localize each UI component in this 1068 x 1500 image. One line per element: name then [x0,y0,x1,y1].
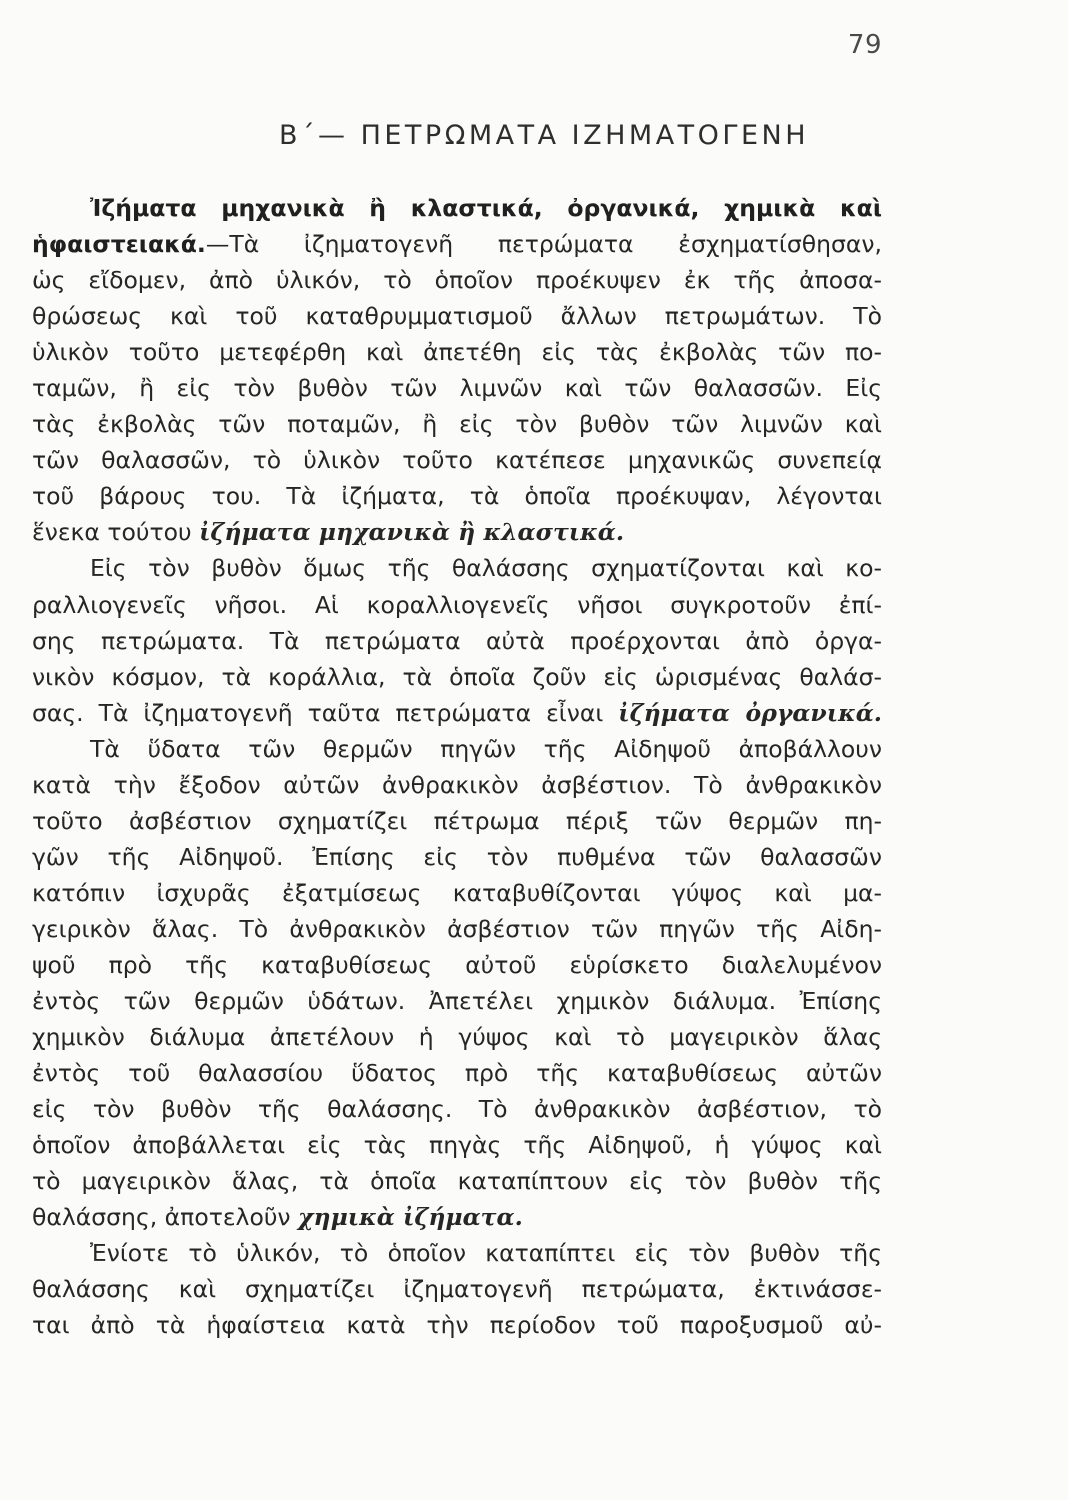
line-text: τοῦτο ἀσβέστιον σχηματίζει πέτρωμα πέριξ τῶν θερμῶν πη- [32,806,882,835]
line-text: θαλάσσης, ἀποτελοῦν [32,1203,299,1232]
line-text: χημικὸν διάλυμα ἀπετέλουν ἡ γύψος καὶ τὸ μαγειρικὸν ἅλας [32,1023,882,1052]
body-text [32,190,882,1344]
text-line [32,1019,882,1055]
text-line [32,875,882,911]
text-line [32,370,882,406]
line-text: τοῦ βάρους του. Τὰ ἰζήματα, τὰ ὁποῖα προέκυψαν, λέγονται [32,482,882,511]
text-line [32,1163,882,1199]
line-text: τὰς ἐκβολὰς τῶν ποταμῶν, ἢ εἰς τὸν βυθὸν τῶν λιμνῶν καὶ [32,410,882,439]
text-line [32,478,882,514]
text-line [32,767,882,803]
line-text: Εἰς τὸν βυθὸν ὅμως τῆς θαλάσσης σχηματίζονται καὶ κο- [90,554,882,583]
text-line [32,442,882,478]
text-line [32,1271,882,1307]
line-text: κατὰ τὴν ἔξοδον αὐτῶν ἀνθρακικὸν ἀσβέστιον. Τὸ ἀνθρακικὸν [32,770,882,799]
text-line [32,695,882,731]
text-line [32,514,882,550]
line-text: κατόπιν ἰσχυρᾶς ἐξατμίσεως καταβυθίζονται γύψος καὶ μα- [32,878,882,907]
text-line [32,803,882,839]
text-line [32,1091,882,1127]
line-text: τῶν θαλασσῶν, τὸ ὑλικὸν τοῦτο κατέπεσε μηχανικῶς συνεπείᾳ [32,446,882,475]
text-line [32,839,882,875]
text-line [32,1127,882,1163]
line-text: ἐντὸς τῶν θερμῶν ὑδάτων. Ἀπετέλει χημικὸν διάλυμα. Ἐπίσης [32,987,882,1016]
text-line [32,659,882,695]
text-line [32,334,882,370]
line-text: Τὰ ὕδατα τῶν θερμῶν πηγῶν τῆς Αἰδηψοῦ ἀποβάλλουν [90,734,882,763]
line-text: θρώσεως καὶ τοῦ καταθρυμματισμοῦ ἄλλων πετρωμάτων. Τὸ [32,302,882,331]
text-line [32,262,882,298]
line-text: σας. Τὰ ἰζηματογενῆ ταῦτα πετρώματα εἶναι [32,698,619,727]
line-text: γῶν τῆς Αἰδηψοῦ. Ἐπίσης εἰς τὸν πυθμένα τῶν θαλασσῶν [32,842,882,871]
run-in-heading: Ἰζήματα μηχανικὰ ἢ κλαστικά, ὀργανικά, χημικὰ καὶ [90,194,882,222]
text-line [32,226,882,262]
line-text: ὑλικὸν τοῦτο μετεφέρθη καὶ ἀπετέθη εἰς τὰς ἐκβολὰς τῶν πο- [32,338,882,367]
text-line [32,406,882,442]
line-text: σης πετρώματα. Τὰ πετρώματα αὐτὰ προέρχονται ἀπὸ ὀργα- [32,626,882,655]
line-text: ὡς εἴδομεν, ἀπὸ ὑλικόν, τὸ ὁποῖον προέκυψεν ἐκ τῆς ἀποσα- [32,266,882,295]
line-text: Ἐνίοτε τὸ ὑλικόν, τὸ ὁποῖον καταπίπτει εἰς τὸν βυθὸν τῆς [90,1239,882,1268]
text-line [32,1235,882,1271]
text-line [32,1307,882,1343]
text-line [32,947,882,983]
line-text: ται ἀπὸ τὰ ἡφαίστεια κατὰ τὴν περίοδον τοῦ παροξυσμοῦ αὐ- [32,1311,882,1340]
text-line [32,623,882,659]
line-text: ψοῦ πρὸ τῆς καταβυθίσεως αὐτοῦ εὑρίσκετο διαλελυμένον [32,950,882,979]
text-line [32,983,882,1019]
line-text: ἕνεκα τούτου [32,518,200,547]
text-line [32,298,882,334]
run-in-heading: ἡφαιστειακά. [32,230,206,259]
emphasized-term: χημικὰ ἰζήματα. [298,1203,523,1232]
line-text: τὸ μαγειρικὸν ἅλας, τὰ ὁποῖα καταπίπτουν εἰς τὸν βυθὸν τῆς [32,1167,882,1196]
text-line [32,911,882,947]
line-text: ταμῶν, ἢ εἰς τὸν βυθὸν τῶν λιμνῶν καὶ τῶν θαλασσῶν. Εἰς [32,374,882,403]
line-text: εἰς τὸν βυθὸν τῆς θαλάσσης. Τὸ ἀνθρακικὸν ἀσβέστιον, τὸ [32,1095,882,1124]
page-number: 79 [847,30,882,60]
emphasized-term: ἰζήματα ὀργανικά. [618,698,882,727]
line-text: θαλάσσης καὶ σχηματίζει ἰζηματογενῆ πετρώματα, ἐκτινάσσε- [32,1275,882,1304]
text-line [32,731,882,767]
line-text: ἐντὸς τοῦ θαλασσίου ὕδατος πρὸ τῆς καταβυθίσεως αὐτῶν [32,1059,882,1088]
line-text: γειρικὸν ἅλας. Τὸ ἀνθρακικὸν ἀσβέστιον τῶν πηγῶν τῆς Αἰδη- [32,914,882,943]
line-text: ραλλιογενεῖς νῆσοι. Αἱ κοραλλιογενεῖς νῆσοι συγκροτοῦν ἐπί- [32,590,882,619]
text-line [32,1199,882,1235]
text-line [32,190,882,226]
section-heading: Β΄— ΠΕΤΡΩΜΑΤΑ ΙΖΗΜΑΤΟΓΕΝΗ [278,120,810,151]
emphasized-term: ἰζήματα μηχανικὰ ἢ κλαστικά. [199,518,625,547]
line-text: νικὸν κόσμον, τὰ κοράλλια, τὰ ὁποῖα ζοῦν εἰς ὡρισμένας θαλάσ- [32,662,882,691]
line-text: —Τὰ ἰζηματογενῆ πετρώματα ἐσχηματίσθησαν, [205,230,882,259]
text-line [32,550,882,586]
text-line [32,1055,882,1091]
text-line [32,587,882,623]
line-text: ὁποῖον ἀποβάλλεται εἰς τὰς πηγὰς τῆς Αἰδηψοῦ, ἡ γύψος καὶ [32,1131,882,1160]
